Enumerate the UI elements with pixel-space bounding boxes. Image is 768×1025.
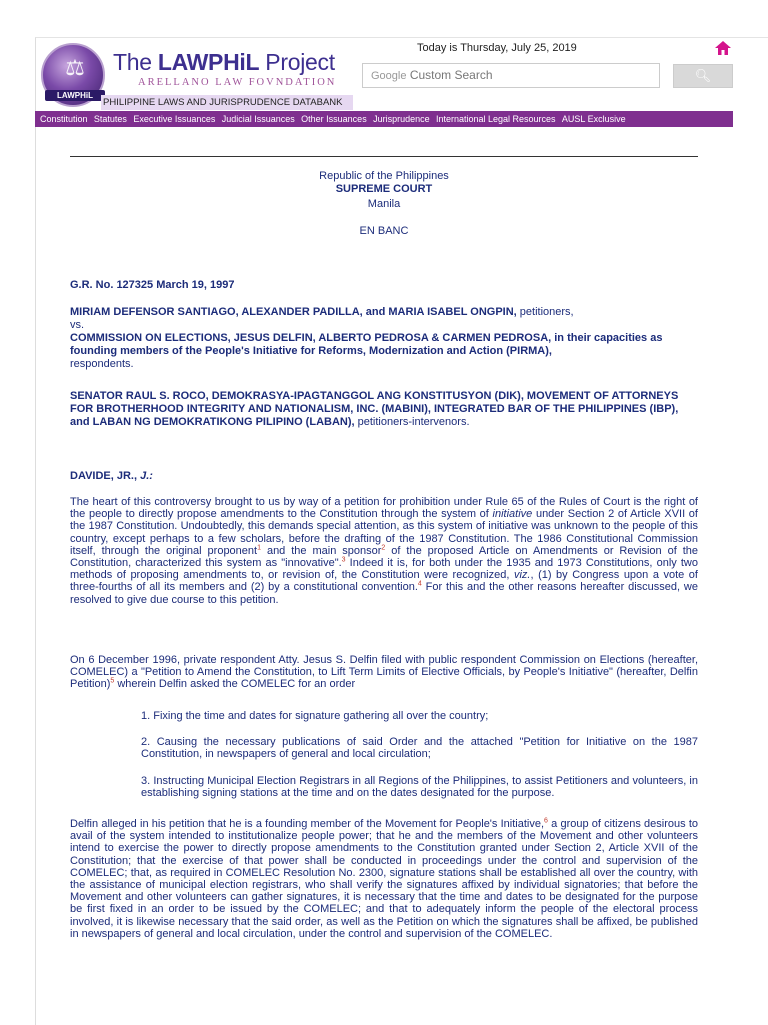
footnote-2[interactable]: 2 (381, 544, 386, 552)
list-item-3: 3. Instructing Municipal Election Registrars in all Regions of the Philippines, to assist Petitioners and volunteers, in establishing signing stations at the time and on the dates designated for the purpose. (141, 775, 698, 800)
p1-text-c: and the main sponsor (261, 544, 382, 557)
gr-number: G.R. No. 127325 March 19, 1997 (70, 279, 235, 291)
p1-text-e: Indeed it is, for both under the 1935 and 1973 Constitutions, only two methods of proposing amendments to, or revision of, the Constitution were recognized, (70, 557, 698, 582)
intervenors-names: SENATOR RAUL S. ROCO, DEMOKRASYA-IPAGTANGGOL ANG KONSTITUSYON (DIK), MOVEMENT OF ATTORNEYS FOR BROTHERHOOD INTEGRITY AND NATIONALISM, INC. (MABINI), INTEGRATED BAR OF THE PHILIPPINES (IBP), and LABAN NG DEMOKRATIKONG PILIPINO (LABAN), (70, 390, 679, 428)
brand-subtitle: ARELLANO LAW FOVNDATION (138, 77, 337, 88)
p2-text-a: On 6 December 1996, private respondent Atty. Jesus S. Delfin filed with public respondent Commission on Elections (hereafter, COMELEC) a "Petition to Amend the Constitution, to Lift Term Limits of Elective Officials, by People's Initiative" (hereafter, Delfin Petition) (70, 654, 698, 691)
search-button[interactable] (673, 64, 733, 88)
p1-text-d: of the proposed Article on Amendments or Revision of the Constitution, characterized this system as "innovative". (70, 544, 698, 570)
logo-badge: LAWPHiL (45, 90, 105, 101)
intervenors-block (70, 390, 698, 429)
divider (70, 156, 698, 157)
brand-title[interactable] (113, 49, 335, 76)
search-brand: Google (371, 70, 407, 82)
petitioners-block (70, 306, 698, 371)
ponente-title: J.: (137, 470, 153, 482)
p1-text-g: For this and the other reasons hereafter discussed, we resolved to give due course to this petition. (70, 581, 698, 606)
date-line: Today is Thursday, July 25, 2019 (417, 42, 577, 54)
search-icon: 🔍︎ (694, 68, 712, 83)
nav-item-executive-issuances[interactable]: Executive Issuances (133, 114, 216, 124)
nav-item-international-legal-resources[interactable]: International Legal Resources (435, 114, 556, 124)
p1-text-f: , (1) by Congress upon a vote of three-fourths of all its members and (2) by a constitutional convention. (70, 569, 698, 594)
p1-italic: initiative (492, 508, 533, 521)
footnote-5[interactable]: 5 (110, 677, 115, 685)
brand-title-suffix: Project (259, 49, 335, 75)
versus: vs. (70, 319, 85, 331)
footnote-6[interactable]: 6 (544, 817, 548, 825)
nav-item-statutes[interactable]: Statutes (93, 114, 127, 124)
footnote-1[interactable]: 1 (257, 544, 261, 552)
respondents-role: respondents. (70, 358, 134, 370)
footnote-4[interactable]: 4 (417, 580, 422, 588)
division: EN BANC (359, 225, 409, 237)
paragraph-3 (70, 818, 698, 940)
scales-of-justice-icon: ⚖ (65, 56, 85, 81)
nav-item-constitution[interactable]: Constitution (40, 114, 88, 124)
p3-text-a: Delfin alleged in his petition that he is a founding member of the Movement for People's Initiative, (70, 818, 545, 830)
ponente (70, 470, 698, 483)
paragraph-1 (70, 496, 698, 606)
list-item-1: 1. Fixing the time and dates for signature gathering all over the country; (141, 710, 489, 722)
search-input[interactable] (362, 63, 660, 88)
nav-item-other-issuances[interactable]: Other Issuances (301, 114, 367, 124)
brand-title-bold: LAWPHiL (157, 49, 260, 75)
brand-title-prefix: The (113, 49, 158, 75)
p2-text-b: wherein Delfin asked the COMELEC for an order (114, 678, 356, 691)
petitioners-role: petitioners, (516, 306, 574, 318)
footnote-3[interactable]: 3 (341, 556, 346, 564)
search-placeholder: Custom Search (409, 68, 493, 82)
lawphil-logo[interactable] (41, 43, 105, 107)
main-nav (35, 111, 733, 127)
nav-item-ausl-exclusive[interactable]: AUSL Exclusive (561, 114, 626, 124)
republic-line: Republic of the Philippines (319, 170, 449, 182)
nav-item-jurisprudence[interactable]: Jurisprudence (373, 114, 430, 124)
intervenors-role: petitioners-intervenors. (354, 416, 470, 428)
court-city: Manila (367, 198, 401, 210)
brand-databank: PHILIPPINE LAWS AND JURISPRUDENCE DATABANK (101, 95, 353, 110)
home-icon[interactable] (715, 41, 731, 55)
paragraph-2 (70, 654, 698, 691)
court-name: SUPREME COURT (335, 183, 433, 195)
p3-text-b: a group of citizens desirous to avail of the system intended to institutionalize people power; that he and the members of the Movement and other volunteers intend to exercise the power to directly propose amendments to the Constitution granted under Section 2, Article XVII of the Constitution; that the exercise of that power shall be conducted in proceedings under the control and supervision of the COMELEC; that, as required in COMELEC Resolution No. 2300, signature stations shall be established all over the country, with the assistance of municipal election registrars, who shall verify the signatures affixed by individual signatories; that before the Movement and other volunteers can gather signatures, it is necessary that the time and dates to be designated for the purpose be first fixed in an order to be issued by the COMELEC; and that to adequately inform the people of the electoral process involved, it is likewise necessary that the said order, as well as the Petition on which the signatures shall be affixed, be published in newspapers of general and local circulation, under the control and supervision of the COMELEC. (70, 818, 698, 940)
respondents-names: COMMISSION ON ELECTIONS, JESUS DELFIN, ALBERTO PEDROSA & CARMEN PEDROSA, in their capacities as founding members of the People's Initiative for Reforms, Modernization and Action (PIRMA), (70, 332, 663, 357)
nav-item-judicial-issuances[interactable]: Judicial Issuances (221, 114, 295, 124)
list-item-2: 2. Causing the necessary publications of said Order and the attached "Petition for Initiative on the 1987 Constitution, in newspapers of general and local circulation; (141, 736, 698, 761)
ponente-name: DAVIDE, JR., (70, 470, 138, 482)
p1-viz: viz. (513, 569, 531, 582)
petitioners-names: MIRIAM DEFENSOR SANTIAGO, ALEXANDER PADILLA, and MARIA ISABEL ONGPIN, (70, 306, 517, 318)
p1-text-a: The heart of this controversy brought to us by way of a petition for prohibition under Rule 65 of the Rules of Court is the right of the people to directly propose amendments to the Constitution through the system of (70, 496, 698, 521)
p1-text-b: under Section 2 of Article XVII of the 1987 Constitution. Undoubtedly, this demands special attention, as this system of initiative was unknown to the people of this country, except perhaps to a few scholars, before the drafting of the 1987 Constitution. The 1986 Constitutional Commission itself, through the original proponent (70, 508, 698, 557)
